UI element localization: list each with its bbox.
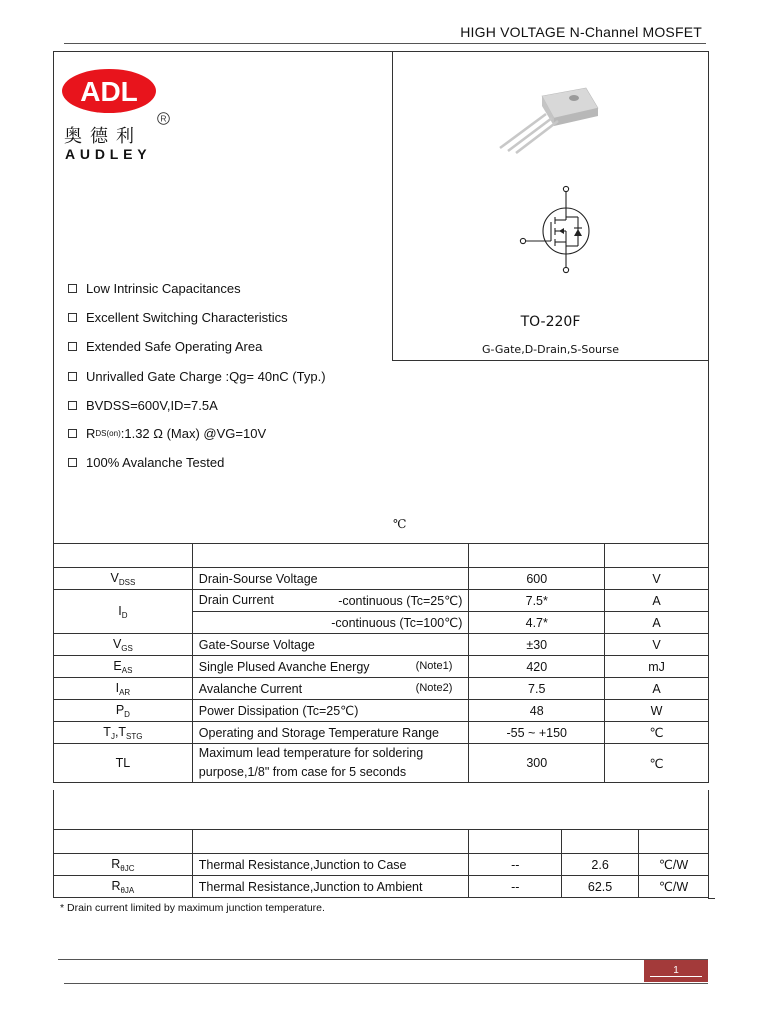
- registered-icon: [157, 112, 170, 125]
- header-rule: [64, 43, 706, 44]
- table-row: $I_{AR}$ Avalanche Current (Note2) 7.5 A: [54, 678, 709, 700]
- table-row: $E_{AS}$ Single Plused Avanche Energy (Note1) 420 mJ: [54, 656, 709, 678]
- footer-rule: [64, 983, 708, 984]
- table-row: $R_{\theta JC}$ Thermal Resistance,Junction to Case -- 2.6 ℃/W: [54, 854, 709, 876]
- section-band: [53, 790, 709, 830]
- feature-item: BVDSS=600V,ID=7.5A: [68, 398, 218, 413]
- adl-logo-icon: [61, 68, 157, 114]
- checkbox-icon: [68, 429, 77, 438]
- table-row: $V_{GS}$ Gate-Sourse Voltage ±30 V: [54, 634, 709, 656]
- feature-item: Extended Safe Operating Area: [68, 339, 262, 354]
- table-row: $P_D$ Power Dissipation (Tc=25℃) 48 W: [54, 700, 709, 722]
- logo-chinese: 奥德利: [64, 126, 142, 147]
- svg-text:R: R: [160, 113, 167, 124]
- checkbox-icon: [68, 372, 77, 381]
- checkbox-icon: [68, 313, 77, 322]
- page-number: 1: [644, 960, 708, 982]
- package-name: TO-220F: [520, 314, 581, 330]
- checkbox-icon: [68, 342, 77, 351]
- footnote: * Drain current limited by maximum junction temperature.: [60, 902, 325, 914]
- feature-item: 100% Avalanche Tested: [68, 455, 224, 470]
- table-row: $I_D$ Drain Current -continuous (Tc=25℃) 7.5* A: [54, 590, 709, 612]
- mosfet-symbol-icon: [518, 184, 602, 276]
- page-header-title: HIGH VOLTAGE N-Channel MOSFET: [460, 24, 702, 40]
- page-number-underline: [650, 976, 702, 977]
- thermal-table: [53, 829, 709, 898]
- table-row: TL Maximum lead temperature for soldering purpose,1/8" from case for 5 seconds 300 ℃: [54, 744, 709, 783]
- table-tail-rule: [708, 898, 715, 899]
- to220f-package-icon: [494, 84, 602, 154]
- checkbox-icon: [68, 284, 77, 293]
- feature-item: R DS(on) :1.32 Ω (Max) @VG=10V: [68, 426, 266, 441]
- logo-wordmark: ADL: [80, 76, 138, 107]
- absolute-ratings-table: [53, 543, 709, 783]
- checkbox-icon: [68, 458, 77, 467]
- table-row: $T_J,T_{STG}$ Operating and Storage Temperature Range -55 ~ +150 ℃: [54, 722, 709, 744]
- feature-item: Low Intrinsic Capacitances: [68, 281, 241, 296]
- logo-english: AUDLEY: [65, 146, 152, 162]
- table-row: $V_{DSS}$ Drain-Sourse Voltage 600 V: [54, 568, 709, 590]
- table-header-row: [54, 830, 709, 854]
- footer-rule: [58, 959, 708, 960]
- checkbox-icon: [68, 401, 77, 410]
- package-pin-legend: G-Gate,D-Drain,S-Sourse: [481, 343, 620, 356]
- table-row: $R_{\theta JA}$ Thermal Resistance,Junction to Ambient -- 62.5 ℃/W: [54, 876, 709, 898]
- feature-item: Unrivalled Gate Charge :Qg= 40nC (Typ.): [68, 369, 326, 384]
- table-row: -continuous (Tc=100℃) 4.7* A: [54, 612, 709, 634]
- table-header-row: [54, 544, 709, 568]
- feature-item: Excellent Switching Characteristics: [68, 310, 288, 325]
- section-unit-mark: ℃: [393, 517, 407, 531]
